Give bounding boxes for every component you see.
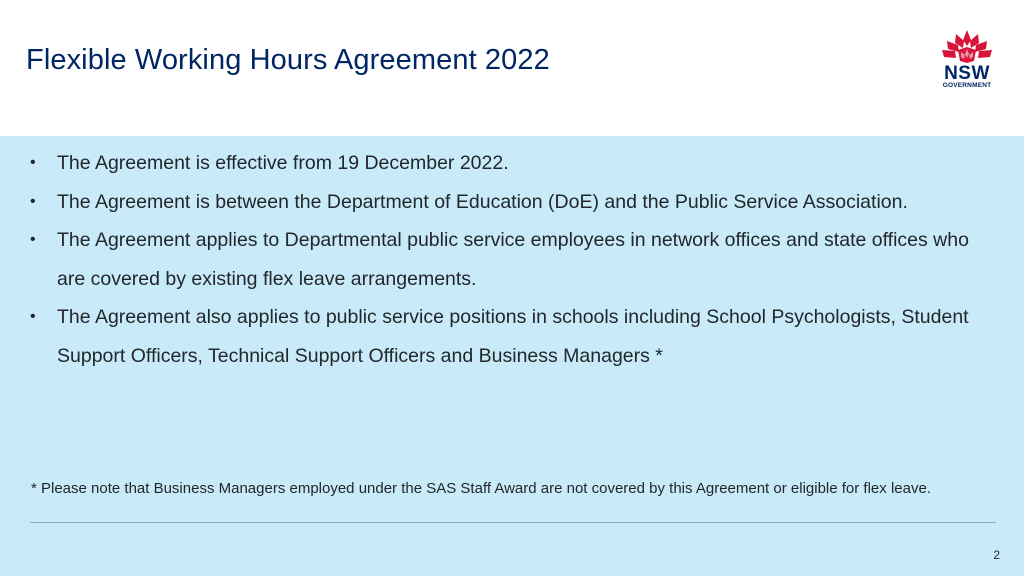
divider	[30, 522, 996, 523]
bullet-list	[30, 144, 970, 375]
footnote: * Please note that Business Managers employed under the SAS Staff Award are not covered by this Agreement or eligible for flex leave.	[31, 480, 931, 497]
bullet-item	[30, 298, 970, 375]
bullet-icon: •	[30, 154, 36, 171]
logo-subtext: GOVERNMENT	[942, 82, 992, 89]
nsw-government-logo	[934, 28, 1000, 92]
slide-header	[0, 0, 1024, 136]
page-number: 2	[993, 548, 1000, 562]
bullet-text: The Agreement also applies to public service positions in schools including School Psychologists, Student Support Officers, Technical Support Officers and Business Managers *	[57, 306, 969, 367]
bullet-icon: •	[30, 192, 36, 210]
bullet-text: The Agreement is effective from 19 December 2022.	[57, 152, 509, 174]
waratah-flower-icon	[934, 28, 1000, 64]
bullet-item	[30, 144, 970, 183]
slide-title: Flexible Working Hours Agreement 2022	[26, 44, 550, 76]
bullet-icon: •	[30, 231, 36, 248]
bullet-icon: •	[30, 308, 36, 325]
logo-wordmark: NSW	[944, 63, 990, 84]
bullet-text: The Agreement is between the Department of Education (DoE) and the Public Service Association.	[57, 190, 908, 213]
bullet-text: The Agreement applies to Departmental public service employees in network offices and state offices who are covered by existing flex leave arrangements.	[57, 229, 969, 290]
slide-content	[0, 136, 1024, 576]
bullet-item	[30, 221, 970, 298]
bullet-item	[30, 183, 970, 222]
